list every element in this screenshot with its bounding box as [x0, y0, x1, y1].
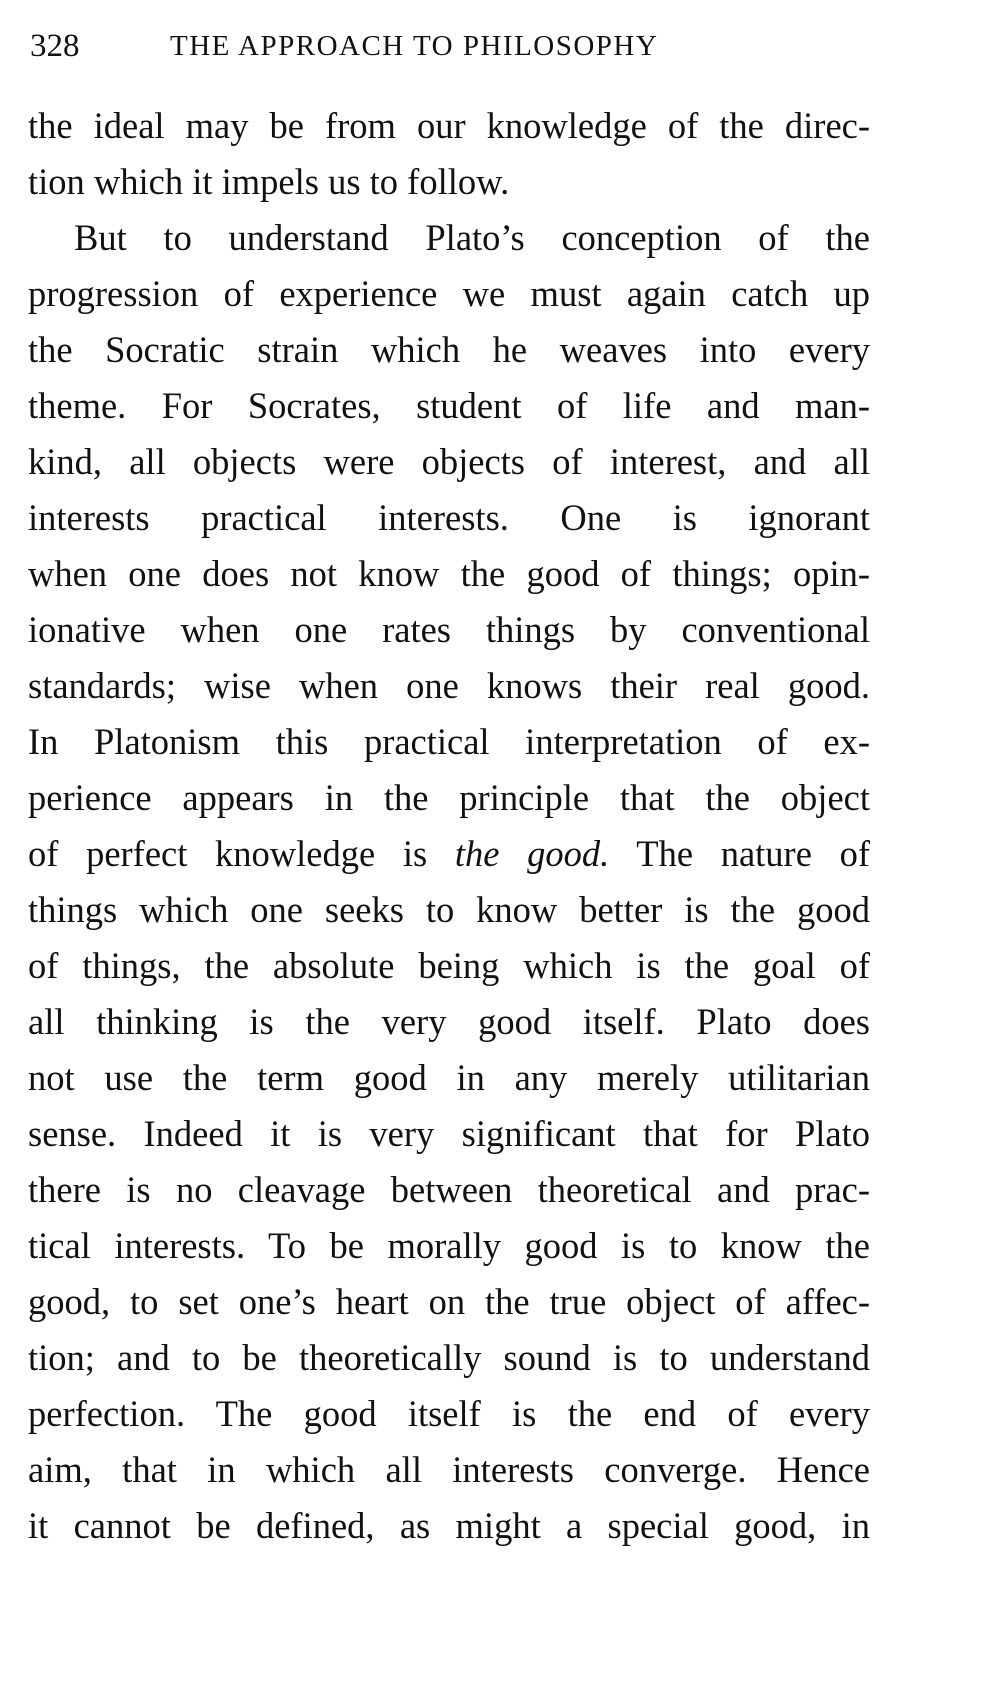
text-line: kind, all objects were objects of interest, and all [28, 441, 870, 482]
text-line: aim, that in which all interests converge. Hence [28, 1449, 870, 1490]
text-segment: of perfect knowledge is [28, 833, 455, 874]
text-line: not use the term good in any merely utilitarian [28, 1057, 870, 1098]
paragraph-start-line: But to understand Plato’s conception of the [74, 217, 870, 258]
text-line: perfection. The good itself is the end of every [28, 1393, 870, 1434]
page-number: 328 [30, 28, 80, 64]
text-line: progression of experience we must again catch up [28, 273, 870, 314]
text-line: all thinking is the very good itself. Plato does [28, 1001, 870, 1042]
text-line: tion; and to be theoretically sound is to understand [28, 1337, 870, 1378]
text-line: standards; wise when one knows their real good. [28, 665, 870, 706]
text-line: good, to set one’s heart on the true object of affec- [28, 1281, 870, 1322]
text-line: tical interests. To be morally good is to know the [28, 1225, 870, 1266]
text-line: perience appears in the principle that the object [28, 777, 870, 818]
text-line: sense. Indeed it is very significant that for Plato [28, 1113, 870, 1154]
text-line: when one does not know the good of things; opin- [28, 553, 870, 594]
text-line [28, 826, 870, 882]
text-line: ionative when one rates things by conventional [28, 609, 870, 650]
running-title: THE APPROACH TO PHILOSOPHY [170, 30, 659, 62]
italic-phrase: the good. [454, 833, 610, 874]
text-line: interests practical interests. One is ignorant [28, 497, 870, 538]
text-segment: The nature of [609, 833, 870, 874]
running-head [30, 24, 870, 68]
text-line: things which one seeks to know better is the good [28, 889, 870, 930]
text-line: tion which it impels us to follow. [28, 161, 510, 202]
body-text [28, 98, 870, 1554]
text-line: theme. For Socrates, student of life and man- [28, 385, 870, 426]
text-line: the ideal may be from our knowledge of the direc- [28, 105, 870, 146]
text-line: the Socratic strain which he weaves into every [28, 329, 870, 370]
text-line: In Platonism this practical interpretation of ex- [28, 721, 870, 762]
text-line: there is no cleavage between theoretical and prac- [28, 1169, 870, 1210]
text-line: of things, the absolute being which is the goal of [28, 945, 870, 986]
text-line: it cannot be defined, as might a special good, in [28, 1505, 870, 1546]
